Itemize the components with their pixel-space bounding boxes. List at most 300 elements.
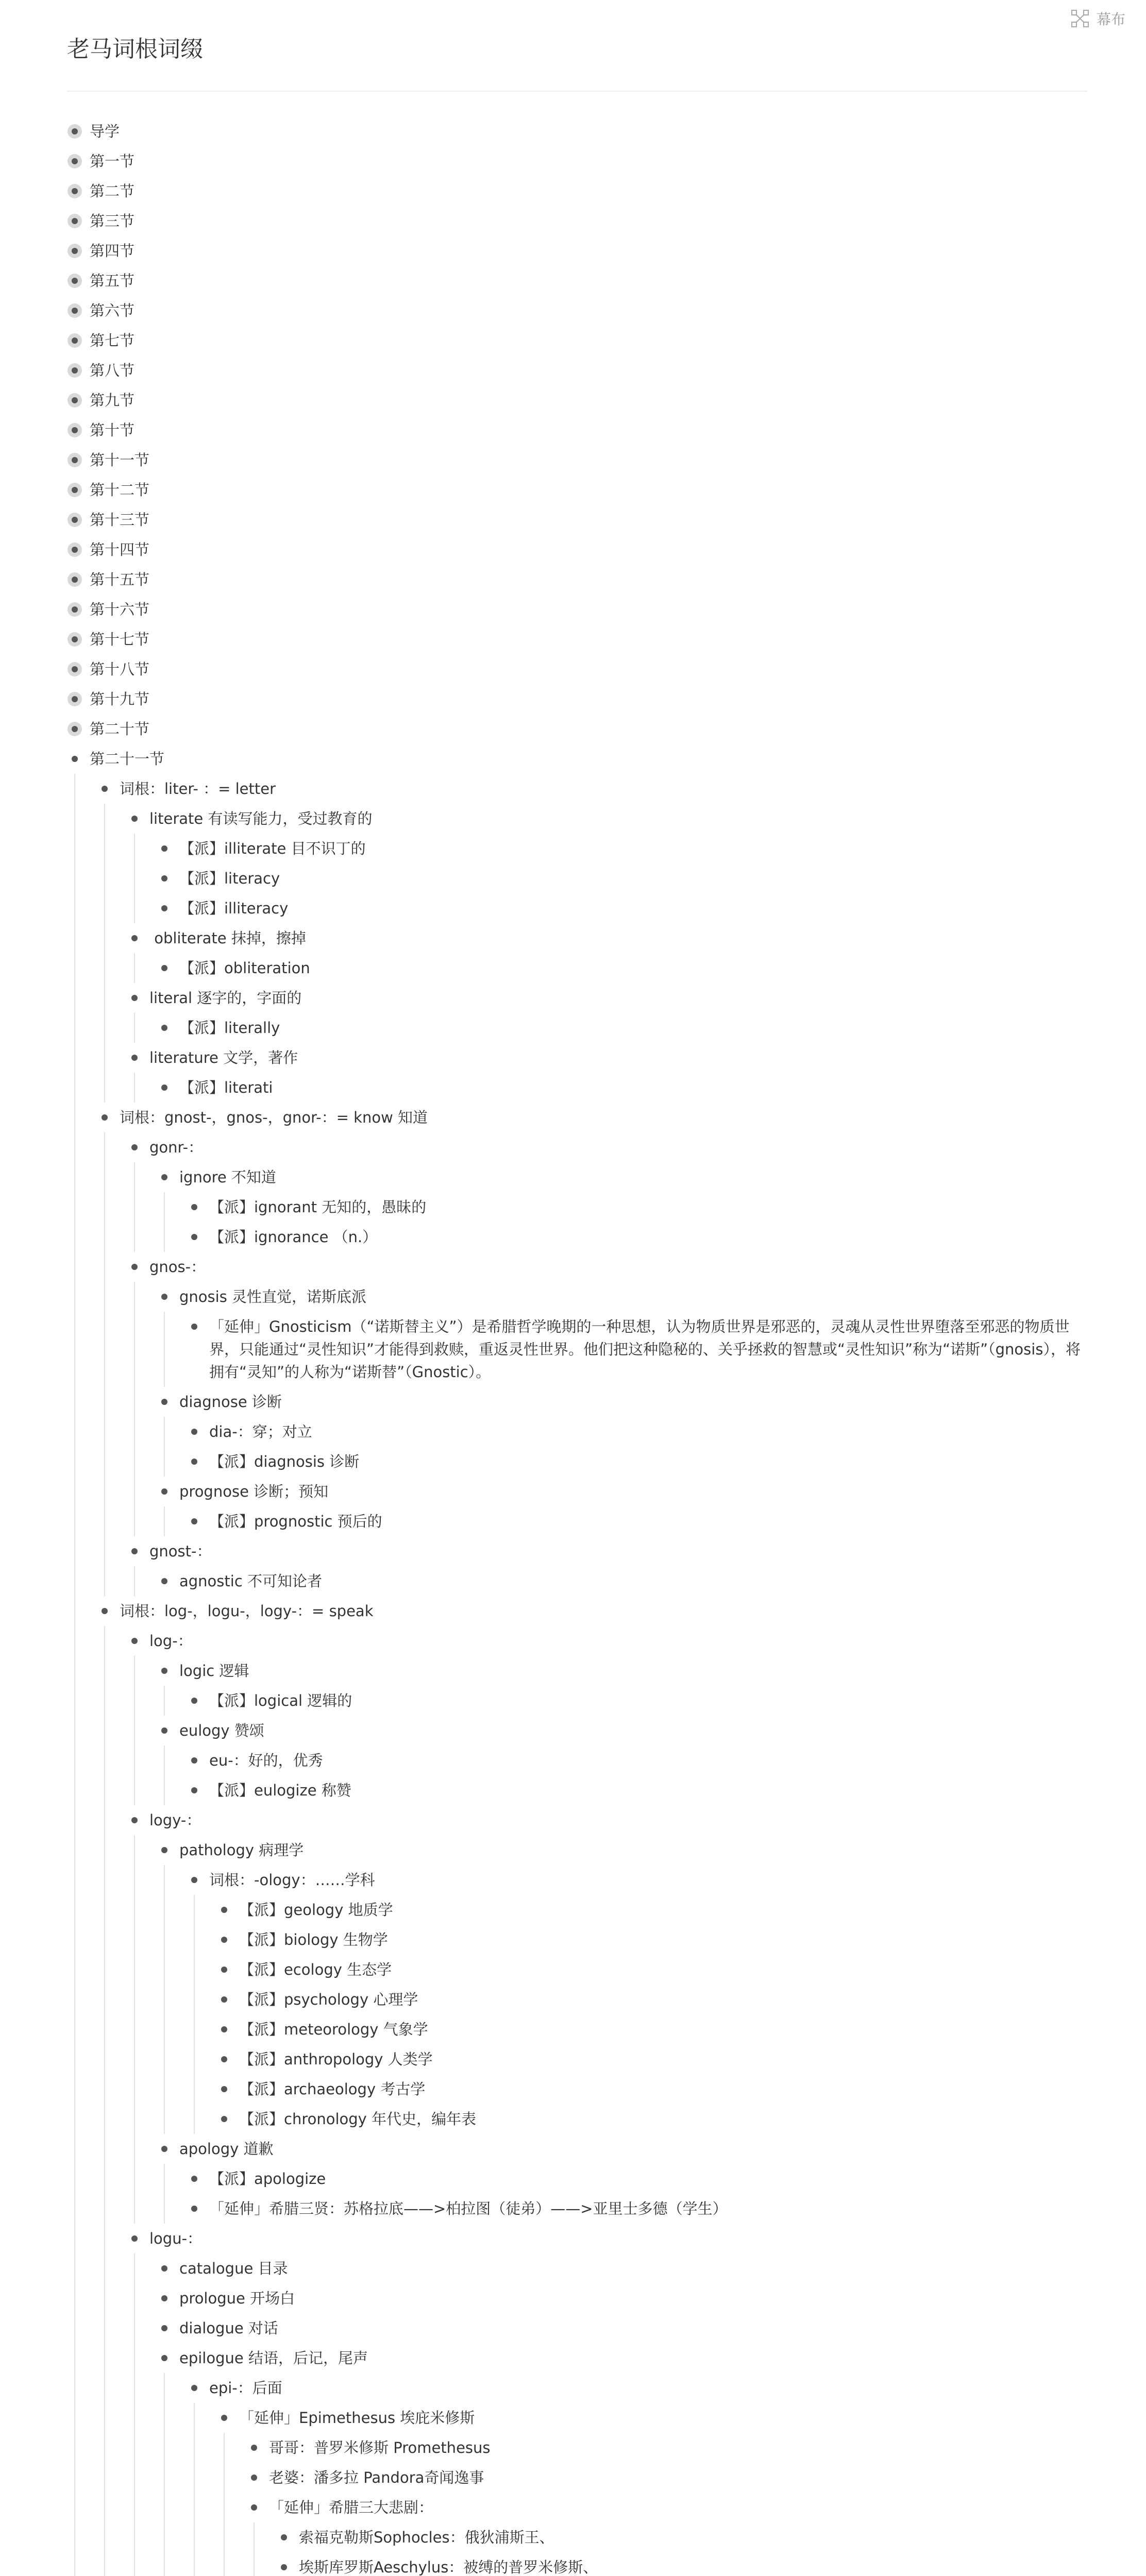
outline-list xyxy=(164,2164,1087,2224)
outline-item-text: 词根：liter- ：= letter xyxy=(120,780,276,798)
outline-item-text: 第十节 xyxy=(90,421,135,439)
outline-item-text: 【派】diagnosis 诊断 xyxy=(209,1453,360,1470)
outline-item xyxy=(187,2194,1087,2224)
outline-item xyxy=(157,1566,1087,1596)
outline-row[interactable] xyxy=(157,1162,1087,1192)
outline-row[interactable] xyxy=(187,1192,1087,1222)
bullet-icon[interactable] xyxy=(157,953,172,983)
outline-row[interactable] xyxy=(216,1955,1087,1985)
outline-item xyxy=(67,326,1087,355)
bullet-icon[interactable] xyxy=(187,1506,202,1536)
outline-item xyxy=(157,1073,1087,1103)
bullet-icon[interactable] xyxy=(157,1162,172,1192)
bullet-icon[interactable] xyxy=(97,774,112,804)
bullet-icon[interactable] xyxy=(157,1477,172,1506)
outline-row[interactable] xyxy=(67,355,1087,385)
bullet-icon[interactable] xyxy=(246,2493,262,2522)
outline-row[interactable] xyxy=(67,535,1087,565)
bullet-icon[interactable] xyxy=(127,1252,142,1282)
outline-item xyxy=(187,1506,1087,1536)
outline-row[interactable] xyxy=(67,385,1087,415)
page-title: 老马词根词缀 xyxy=(67,36,203,62)
outline-list xyxy=(164,2373,1087,2576)
outline-list xyxy=(254,2522,1087,2576)
outline-item-text: 【派】ecology 生态学 xyxy=(239,1961,392,1978)
outline-row[interactable] xyxy=(216,1985,1087,2014)
bullet-icon[interactable] xyxy=(157,2253,172,2283)
bullet-icon[interactable] xyxy=(216,1925,232,1955)
collapsed-bullet-icon[interactable] xyxy=(67,146,82,176)
outline-item xyxy=(157,2343,1087,2576)
outline-row[interactable] xyxy=(187,1686,1087,1716)
outline-item xyxy=(187,1865,1087,2134)
outline-row[interactable] xyxy=(97,1103,1087,1132)
outline-item xyxy=(157,863,1087,893)
bullet-icon[interactable] xyxy=(157,2343,172,2373)
outline-item-text: gnost-： xyxy=(149,1543,212,1560)
outline-item xyxy=(187,1447,1087,1477)
bullet-icon[interactable] xyxy=(157,1387,172,1417)
bullet-icon[interactable] xyxy=(127,1536,142,1566)
outline-item-text: 「延伸」Gnosticism（“诺斯替主义”）是希腊哲学晚期的一种思想，认为物质世界是邪恶的，灵魂从灵性世界堕落至邪恶的物质世界，只能通过“灵性知识”才能得到救赎，重返灵性世界。他们把这种隐秘的、关乎拯救的智慧或“灵性知识”称为“诺斯”（gnosis），将拥有“灵知”的人称为“诺斯替”（Gnostic）。 xyxy=(209,1318,1081,1381)
outline-item xyxy=(97,1103,1087,1596)
outline-row[interactable] xyxy=(157,2283,1087,2313)
outline-item xyxy=(157,1387,1087,1477)
outline-item xyxy=(157,953,1087,983)
outline-list xyxy=(104,1132,1087,1596)
outline-list xyxy=(164,1686,1087,1716)
collapsed-bullet-icon[interactable] xyxy=(67,206,82,236)
outline-list xyxy=(164,1865,1087,2134)
outline-row[interactable] xyxy=(187,2164,1087,2194)
outline-item xyxy=(67,595,1087,624)
outline-item-text: 第十九节 xyxy=(90,690,150,708)
outline-item-text: epi-：后面 xyxy=(209,2379,282,2397)
outline-item xyxy=(157,2253,1087,2283)
bullet-icon[interactable] xyxy=(187,1447,202,1477)
outline-row[interactable] xyxy=(127,1252,1087,1282)
outline-item xyxy=(67,116,1087,146)
outline-item-text: 「延伸」希腊三贤：苏格拉底——>柏拉图（徒弟）——>亚里士多德（学生） xyxy=(209,2200,728,2217)
outline-item-text: 【派】biology 生物学 xyxy=(239,1931,388,1948)
bullet-icon[interactable] xyxy=(127,1805,142,1835)
bullet-icon[interactable] xyxy=(97,1103,112,1132)
outline-row[interactable] xyxy=(67,624,1087,654)
outline-row[interactable] xyxy=(127,1536,1087,1566)
outline-list xyxy=(134,1282,1087,1536)
outline-item xyxy=(157,1716,1087,1805)
outline-list xyxy=(164,1417,1087,1477)
outline-row[interactable] xyxy=(157,2343,1087,2373)
outline-item xyxy=(216,1895,1087,1925)
bullet-icon[interactable] xyxy=(187,1222,202,1252)
outline-row[interactable] xyxy=(276,2522,1087,2552)
bullet-icon[interactable] xyxy=(127,1132,142,1162)
outline-item-text: epilogue 结语，后记，尾声 xyxy=(179,2349,368,2367)
outline-item xyxy=(127,1252,1087,1536)
outline-row[interactable] xyxy=(127,1132,1087,1162)
collapsed-bullet-icon[interactable] xyxy=(67,355,82,385)
outline-item-text: agnostic 不可知论者 xyxy=(179,1572,323,1590)
outline-row[interactable] xyxy=(157,1835,1087,1865)
collapsed-bullet-icon[interactable] xyxy=(67,684,82,714)
outline-list xyxy=(164,1506,1087,1536)
collapsed-bullet-icon[interactable] xyxy=(67,266,82,296)
outline-row[interactable] xyxy=(127,2224,1087,2253)
bullet-icon[interactable] xyxy=(67,744,82,774)
collapsed-bullet-icon[interactable] xyxy=(67,475,82,505)
outline-item xyxy=(97,774,1087,1103)
outline-item-text: 第十五节 xyxy=(90,571,150,588)
outline-row[interactable] xyxy=(276,2552,1087,2576)
outline-item xyxy=(216,2403,1087,2576)
outline-item-text: 【派】geology 地质学 xyxy=(239,1901,393,1919)
outline-row[interactable] xyxy=(157,1656,1087,1686)
bullet-icon[interactable] xyxy=(157,863,172,893)
outline-item-text: 【派】illiteracy xyxy=(179,900,289,917)
outline-item xyxy=(246,2493,1087,2576)
outline-list xyxy=(134,834,1087,923)
outline-row[interactable] xyxy=(67,266,1087,296)
collapsed-bullet-icon[interactable] xyxy=(67,326,82,355)
outline-item xyxy=(276,2552,1087,2576)
collapsed-bullet-icon[interactable] xyxy=(67,714,82,744)
outline-item-text: 【派】meteorology 气象学 xyxy=(239,2021,428,2038)
collapsed-bullet-icon[interactable] xyxy=(67,565,82,595)
outline-item-text: literature 文学，著作 xyxy=(149,1049,298,1066)
outline-item-text: 第六节 xyxy=(90,302,135,319)
outline-item-text: 【派】anthropology 人类学 xyxy=(239,2050,433,2068)
bullet-icon[interactable] xyxy=(127,1043,142,1073)
outline-item-text: logu-： xyxy=(149,2230,203,2247)
outline-item-text: 【派】literally xyxy=(179,1019,280,1037)
outline-row[interactable] xyxy=(127,1805,1087,1835)
bullet-icon[interactable] xyxy=(187,2164,202,2194)
outline-item xyxy=(157,1013,1087,1043)
collapsed-bullet-icon[interactable] xyxy=(67,654,82,684)
outline-row[interactable] xyxy=(67,744,1087,774)
bullet-icon[interactable] xyxy=(216,2403,232,2433)
outline-item xyxy=(157,2283,1087,2313)
outline-item xyxy=(67,146,1087,176)
outline-list xyxy=(134,1835,1087,2224)
outline-item-text: 词根：-ology：……学科 xyxy=(209,1871,375,1889)
collapsed-bullet-icon[interactable] xyxy=(67,296,82,326)
outline-item xyxy=(127,2224,1087,2576)
outline-row[interactable] xyxy=(157,2313,1087,2343)
outline-item-text: eu-：好的，优秀 xyxy=(209,1752,323,1769)
bullet-icon[interactable] xyxy=(187,1312,202,1342)
outline-row[interactable] xyxy=(67,236,1087,266)
outline-item-text: 【派】illiterate 目不识丁的 xyxy=(179,840,366,857)
outline-row[interactable] xyxy=(187,1447,1087,1477)
outline-row[interactable] xyxy=(67,296,1087,326)
outline-row[interactable] xyxy=(157,1073,1087,1103)
outline-item-text: 埃斯库罗斯Aeschylus：被缚的普罗米修斯、 xyxy=(299,2558,598,2576)
bullet-icon[interactable] xyxy=(127,983,142,1013)
outline-item xyxy=(97,1596,1087,2576)
outline-item xyxy=(67,296,1087,326)
bullet-icon[interactable] xyxy=(276,2522,292,2552)
bullet-icon[interactable] xyxy=(187,1775,202,1805)
outline-item-text: 【派】psychology 心理学 xyxy=(239,1991,418,2008)
outline-item-text: 索福克勒斯Sophocles：俄狄浦斯王、 xyxy=(299,2529,554,2546)
collapsed-bullet-icon[interactable] xyxy=(67,535,82,565)
outline-item xyxy=(67,445,1087,475)
outline-item-text: eulogy 赞颂 xyxy=(179,1722,264,1739)
outline-row[interactable] xyxy=(67,176,1087,206)
outline-row[interactable] xyxy=(187,2194,1087,2224)
collapsed-bullet-icon[interactable] xyxy=(67,236,82,266)
outline-row[interactable] xyxy=(246,2493,1087,2522)
outline-row[interactable] xyxy=(67,505,1087,535)
outline-item xyxy=(216,2074,1087,2104)
bullet-icon[interactable] xyxy=(187,1686,202,1716)
outline-item-text: obliterate 抹掉，擦掉 xyxy=(149,929,306,947)
outline-row[interactable] xyxy=(157,863,1087,893)
outline-row[interactable] xyxy=(157,893,1087,923)
outline-item xyxy=(216,1955,1087,1985)
bullet-icon[interactable] xyxy=(187,2194,202,2224)
outline-row[interactable] xyxy=(67,565,1087,595)
outline-item-text: 【派】chronology 年代史，编年表 xyxy=(239,2110,477,2128)
bullet-icon[interactable] xyxy=(216,2044,232,2074)
bullet-icon[interactable] xyxy=(127,923,142,953)
outline-item-text: 第二节 xyxy=(90,182,135,200)
bullet-icon[interactable] xyxy=(276,2552,292,2576)
outline-item-text: 老婆：潘多拉 Pandora奇闻逸事 xyxy=(269,2469,484,2486)
outline-item xyxy=(67,385,1087,415)
bullet-icon[interactable] xyxy=(246,2463,262,2493)
outline-row[interactable] xyxy=(187,1417,1087,1447)
outline-item xyxy=(157,1477,1087,1536)
outline-row[interactable] xyxy=(216,2403,1087,2433)
outline-item xyxy=(67,206,1087,236)
outline-item xyxy=(157,893,1087,923)
collapsed-bullet-icon[interactable] xyxy=(67,505,82,535)
bullet-icon[interactable] xyxy=(216,1985,232,2014)
outline-item-text: 第十四节 xyxy=(90,541,150,558)
outline-item-text: 第十六节 xyxy=(90,601,150,618)
outline-item xyxy=(67,475,1087,505)
bullet-icon[interactable] xyxy=(157,1013,172,1043)
outline-row[interactable] xyxy=(216,2014,1087,2044)
bullet-icon[interactable] xyxy=(127,804,142,834)
collapsed-bullet-icon[interactable] xyxy=(67,415,82,445)
outline-row[interactable] xyxy=(157,953,1087,983)
outline-row[interactable] xyxy=(157,1013,1087,1043)
outline-item xyxy=(67,744,1087,2576)
outline-item xyxy=(216,2104,1087,2134)
outline-row[interactable] xyxy=(67,654,1087,684)
outline-row[interactable] xyxy=(216,1895,1087,1925)
outline-item xyxy=(187,1192,1087,1222)
outline-list xyxy=(134,1073,1087,1103)
outline-row[interactable] xyxy=(187,1775,1087,1805)
outline-item-text: prognose 诊断；预知 xyxy=(179,1483,329,1500)
bullet-icon[interactable] xyxy=(216,1895,232,1925)
bullet-icon[interactable] xyxy=(216,2074,232,2104)
outline-row[interactable] xyxy=(67,206,1087,236)
collapsed-bullet-icon[interactable] xyxy=(67,624,82,654)
outline-row[interactable] xyxy=(157,2253,1087,2283)
title-divider xyxy=(67,91,1087,92)
bullet-icon[interactable] xyxy=(127,2224,142,2253)
document xyxy=(67,0,1087,2576)
outline-row[interactable] xyxy=(187,1745,1087,1775)
outline-item xyxy=(157,1835,1087,2134)
outline-item-text: catalogue 目录 xyxy=(179,2260,288,2277)
outline-row[interactable] xyxy=(127,1626,1087,1656)
outline-item xyxy=(187,1312,1087,1387)
outline-row[interactable] xyxy=(67,146,1087,176)
outline-item xyxy=(187,1745,1087,1775)
outline-item-text: gnos-： xyxy=(149,1258,206,1276)
outline-row[interactable] xyxy=(157,1282,1087,1312)
outline-item xyxy=(67,654,1087,684)
outline-row[interactable] xyxy=(127,983,1087,1013)
bullet-icon[interactable] xyxy=(157,1566,172,1596)
outline-item xyxy=(216,2014,1087,2044)
outline-item-text: 第十八节 xyxy=(90,660,150,678)
outline-item-text: dia-：穿；对立 xyxy=(209,1423,312,1440)
bullet-icon[interactable] xyxy=(157,1716,172,1745)
outline-row[interactable] xyxy=(67,445,1087,475)
bullet-icon[interactable] xyxy=(187,1745,202,1775)
outline-row[interactable] xyxy=(216,2074,1087,2104)
outline-item-text: 第十二节 xyxy=(90,481,150,499)
bullet-icon[interactable] xyxy=(157,1282,172,1312)
bullet-icon[interactable] xyxy=(187,2373,202,2403)
outline-row[interactable] xyxy=(187,1312,1087,1387)
bullet-icon[interactable] xyxy=(157,2283,172,2313)
outline-item-text: gnosis 灵性直觉，诺斯底派 xyxy=(179,1288,367,1306)
outline-item xyxy=(127,1805,1087,2224)
outline-item xyxy=(216,2044,1087,2074)
outline-item-text: diagnose 诊断 xyxy=(179,1393,282,1411)
outline-item xyxy=(67,236,1087,266)
outline-item xyxy=(157,1282,1087,1387)
outline-row[interactable] xyxy=(216,2104,1087,2134)
outline-row[interactable] xyxy=(246,2463,1087,2493)
outline-row[interactable] xyxy=(97,1596,1087,1626)
outline-item xyxy=(67,505,1087,535)
outline-row[interactable] xyxy=(127,804,1087,834)
outline-row[interactable] xyxy=(157,1716,1087,1745)
outline-list xyxy=(134,953,1087,983)
outline-row[interactable] xyxy=(67,116,1087,146)
outline-row[interactable] xyxy=(246,2433,1087,2463)
outline-item xyxy=(127,1043,1087,1103)
bullet-icon[interactable] xyxy=(216,2104,232,2134)
outline-row[interactable] xyxy=(216,1925,1087,1955)
outline-item-text: literal 逐字的，字面的 xyxy=(149,989,302,1007)
publisher-label[interactable]: 幕布 xyxy=(1096,11,1125,28)
outline-list xyxy=(134,1656,1087,1805)
collapsed-bullet-icon[interactable] xyxy=(67,176,82,206)
outline-list xyxy=(224,2433,1087,2576)
outline-item xyxy=(127,804,1087,923)
outline-item-text: 第四节 xyxy=(90,242,135,260)
outline-row[interactable] xyxy=(67,684,1087,714)
bullet-icon[interactable] xyxy=(157,893,172,923)
outline-list xyxy=(134,1013,1087,1043)
outline-item-text: prologue 开场白 xyxy=(179,2290,295,2307)
outline-list xyxy=(164,1192,1087,1252)
outline-list xyxy=(104,1626,1087,2576)
bullet-icon[interactable] xyxy=(157,1835,172,1865)
bullet-icon[interactable] xyxy=(216,1955,232,1985)
outline-row[interactable] xyxy=(157,2134,1087,2164)
outline-row[interactable] xyxy=(127,923,1087,953)
outline-row[interactable] xyxy=(67,714,1087,744)
outline-item xyxy=(276,2522,1087,2552)
bullet-icon[interactable] xyxy=(157,834,172,863)
bullet-icon[interactable] xyxy=(187,1865,202,1895)
outline-row[interactable] xyxy=(187,2373,1087,2403)
outline-row[interactable] xyxy=(187,1222,1087,1252)
bullet-icon[interactable] xyxy=(246,2433,262,2463)
outline-item-text: literate 有读写能力，受过教育的 xyxy=(149,810,373,827)
outline-item-text: 第八节 xyxy=(90,362,135,379)
bullet-icon[interactable] xyxy=(187,1417,202,1447)
outline-item-text: 【派】logical 逻辑的 xyxy=(209,1692,352,1709)
bullet-icon[interactable] xyxy=(127,1626,142,1656)
outline-item xyxy=(67,266,1087,296)
outline-list xyxy=(134,1566,1087,1596)
bullet-icon[interactable] xyxy=(187,1192,202,1222)
outline-row[interactable] xyxy=(97,774,1087,804)
outline-row[interactable] xyxy=(187,1506,1087,1536)
outline-row[interactable] xyxy=(67,415,1087,445)
outline-item-text: 哥哥：普罗米修斯 Promethesus xyxy=(269,2439,491,2456)
outline-row[interactable] xyxy=(67,326,1087,355)
outline-row[interactable] xyxy=(157,1477,1087,1506)
bullet-icon[interactable] xyxy=(97,1596,112,1626)
collapsed-bullet-icon[interactable] xyxy=(67,595,82,624)
bullet-icon[interactable] xyxy=(216,2014,232,2044)
outline-row[interactable] xyxy=(67,595,1087,624)
collapsed-bullet-icon[interactable] xyxy=(67,445,82,475)
outline-row[interactable] xyxy=(187,1865,1087,1895)
outline-row[interactable] xyxy=(157,834,1087,863)
outline-list xyxy=(104,804,1087,1103)
bullet-icon[interactable] xyxy=(157,2313,172,2343)
bullet-icon[interactable] xyxy=(157,2134,172,2164)
outline-item xyxy=(127,1132,1087,1252)
outline-item-text: 第二十节 xyxy=(90,720,150,738)
outline-row[interactable] xyxy=(67,475,1087,505)
outline-row[interactable] xyxy=(127,1043,1087,1073)
outline-row[interactable] xyxy=(216,2044,1087,2074)
outline-item-text: 词根：log-，logu-，logy-：= speak xyxy=(120,1602,374,1620)
collapsed-bullet-icon[interactable] xyxy=(67,385,82,415)
bullet-icon[interactable] xyxy=(157,1656,172,1686)
outline-list xyxy=(194,1895,1087,2134)
outline-row[interactable] xyxy=(157,1566,1087,1596)
outline-list xyxy=(67,116,1087,2576)
collapsed-bullet-icon[interactable] xyxy=(67,116,82,146)
outline-item xyxy=(157,834,1087,863)
outline-item xyxy=(157,1162,1087,1252)
bullet-icon[interactable] xyxy=(157,1073,172,1103)
outline-item xyxy=(67,176,1087,206)
outline-row[interactable] xyxy=(157,1387,1087,1417)
outline-item xyxy=(67,355,1087,385)
outline-item-text: apology 道歉 xyxy=(179,2140,274,2158)
outline-item-text: 【派】apologize xyxy=(209,2170,326,2188)
outline-item xyxy=(127,983,1087,1043)
